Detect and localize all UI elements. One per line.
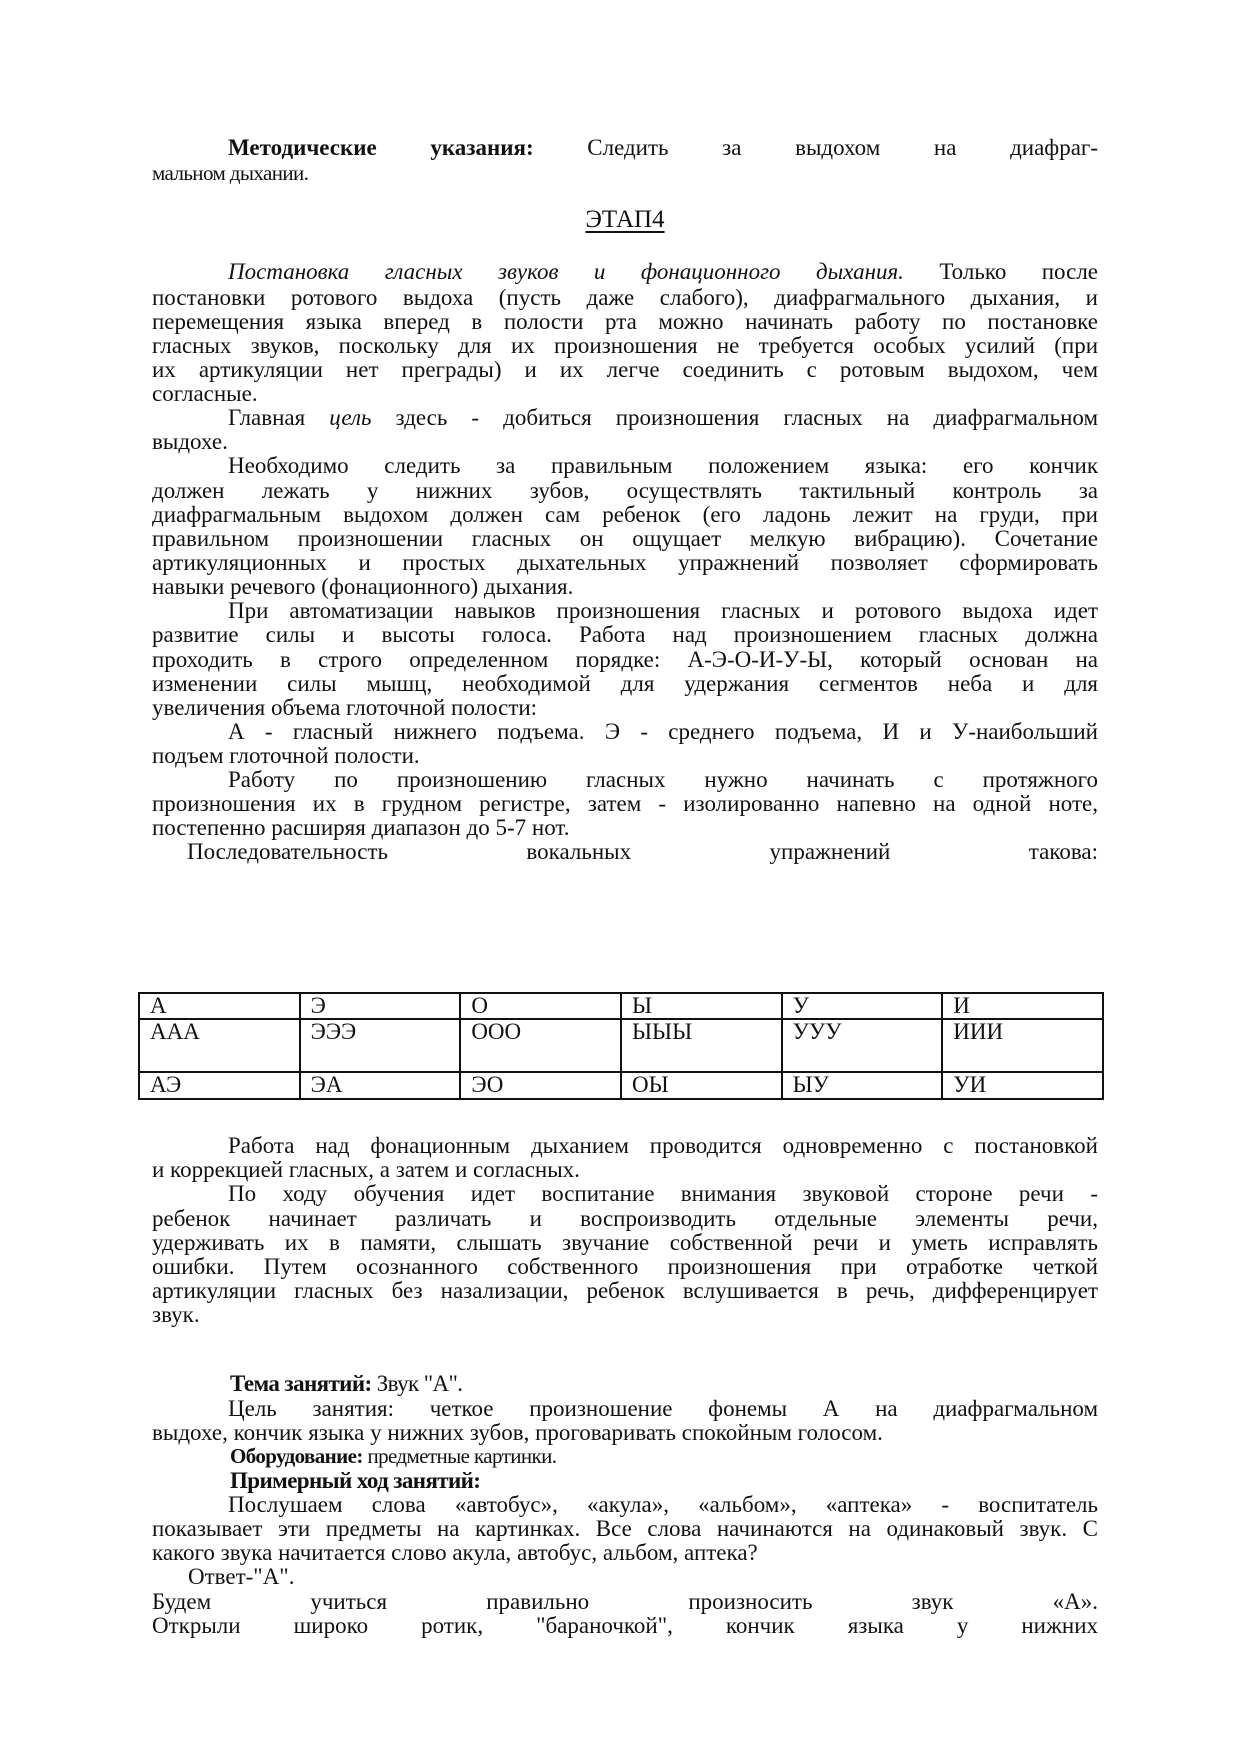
table-cell: А bbox=[139, 993, 300, 1019]
table-row bbox=[139, 993, 1103, 1019]
tongue-line: артикуляционных и простых дыхательных упражнений позволяет сформировать bbox=[152, 550, 1098, 575]
section1-line: перемещения языка вперед в полости рта можно начинать работу по постановке bbox=[152, 309, 1098, 334]
table-cell: Э bbox=[300, 993, 461, 1019]
table-cell: Ы bbox=[621, 993, 782, 1019]
automation-line: проходить в строго определенном порядке: А-Э-О-И-У-Ы, который основан на bbox=[152, 647, 1098, 672]
lesson-equipment-value: предметные картинки. bbox=[367, 1444, 557, 1468]
lesson-course-label-text: Примерный ход занятий: bbox=[230, 1468, 481, 1493]
tongue-line: навыки речевого (фонационного) дыхания. bbox=[152, 574, 574, 599]
tongue-line: правильном произношении гласных он ощущает мелкую вибрацию). Сочетание bbox=[152, 526, 1098, 551]
work-line: постепенно расширяя диапазон до 5-7 нот. bbox=[152, 815, 570, 840]
lesson-course-label bbox=[152, 1467, 1098, 1494]
vowel-rise-line: подъем глоточной полости. bbox=[152, 743, 420, 768]
lesson-topic-label: Тема занятий: bbox=[230, 1371, 372, 1396]
table-cell: ОЫ bbox=[621, 1072, 782, 1099]
method-note-line2: мальном дыхании. bbox=[152, 161, 309, 185]
method-note-label: Методические указания: bbox=[228, 135, 534, 160]
method-note-line1 bbox=[152, 134, 1098, 161]
goal-line1 bbox=[152, 404, 1098, 431]
training-line: звук. bbox=[152, 1302, 200, 1327]
lesson-topic-value: Звук "А". bbox=[376, 1371, 463, 1396]
table-cell: УИ bbox=[942, 1072, 1103, 1099]
table-cell: УУУ bbox=[782, 1019, 943, 1072]
section1-line: согласные. bbox=[152, 381, 258, 406]
table-cell: ИИИ bbox=[942, 1019, 1103, 1072]
vowel-rise-line: А - гласный нижнего подъема. Э - среднего подъема, И и У-наибольший bbox=[228, 719, 1098, 744]
work-line: произношения их в грудном регистре, затем - изолированно напевно на одной ноте, bbox=[152, 791, 1098, 816]
section1-line1 bbox=[152, 258, 1098, 285]
method-note-text: Следить за выдохом на диафраг- bbox=[587, 135, 1098, 160]
lesson-course-line: какого звука начитается слово акула, автобус, альбом, аптека? bbox=[152, 1540, 758, 1565]
goal-post: здесь - добиться произношения гласных на диафрагмальном bbox=[395, 405, 1099, 430]
tongue-line: диафрагмальным выдохом должен сам ребенок (его ладонь лежит на груди, при bbox=[152, 502, 1098, 527]
table-cell: ЭЭЭ bbox=[300, 1019, 461, 1072]
sequence-intro: Последовательность вокальных упражнений такова: bbox=[187, 839, 1098, 864]
phonation-line: Работа над фонационным дыханием проводится одновременно с постановкой bbox=[228, 1133, 1098, 1158]
training-line: артикуляции гласных без назализации, ребенок вслушивается в речь, дифференцирует bbox=[152, 1278, 1098, 1303]
stage-heading-text: ЭТАП4 bbox=[585, 206, 665, 233]
lesson-final-line: Открыли широко ротик, "бараночкой", кончик языка у нижних bbox=[152, 1613, 1098, 1638]
lesson-goal-line: выдохе, кончик языка у нижних зубов, проговаривать спокойным голосом. bbox=[152, 1420, 883, 1445]
vowel-exercise-table bbox=[138, 992, 1104, 1100]
table-cell: И bbox=[942, 993, 1103, 1019]
automation-line: увеличения объема глоточной полости: bbox=[152, 695, 538, 720]
phonation-line: и коррекцией гласных, а затем и согласных. bbox=[152, 1157, 580, 1182]
section1-line: их артикуляции нет преграды) и их легче соединить с ротовым выдохом, чем bbox=[152, 357, 1098, 382]
lesson-final-line: Будем учиться правильно произносить звук «А». bbox=[152, 1589, 1098, 1614]
tongue-line: должен лежать у нижних зубов, осуществлять тактильный контроль за bbox=[152, 478, 1098, 503]
lesson-course-line: показывает эти предметы на картинках. Все слова начинаются на одинаковый звук. С bbox=[152, 1516, 1098, 1541]
section1-line1-rest: Только после bbox=[939, 259, 1099, 284]
table-cell: ЫЫЫ bbox=[621, 1019, 782, 1072]
table-cell: У bbox=[782, 993, 943, 1019]
section1-title: Постановка гласных звуков и фонационного дыхания. bbox=[228, 259, 904, 284]
lesson-equipment bbox=[152, 1443, 1098, 1470]
lesson-equipment-label: Оборудование: bbox=[230, 1444, 363, 1468]
training-line: ребенок начинает различать и воспроизводить отдельные элементы речи, bbox=[152, 1206, 1098, 1231]
training-line: ошибки. Путем осознанного собственного произношения при отработке четкой bbox=[152, 1254, 1098, 1279]
goal-line2: выдохе. bbox=[152, 429, 228, 454]
table-cell: ААА bbox=[139, 1019, 300, 1072]
training-line: удерживать их в памяти, слышать звучание собственной речи и уметь исправлять bbox=[152, 1230, 1098, 1255]
table-cell: ЭО bbox=[460, 1072, 621, 1099]
work-line: Работу по произношению гласных нужно начинать с протяжного bbox=[228, 767, 1098, 792]
goal-italic: цель bbox=[329, 405, 372, 430]
automation-line: При автоматизации навыков произношения гласных и ротового выдоха идет bbox=[228, 598, 1098, 623]
section1-line: постановки ротового выдоха (пусть даже слабого), диафрагмального дыхания, и bbox=[152, 285, 1098, 310]
lesson-goal-line: Цель занятия: четкое произношение фонемы А на диафрагмальном bbox=[228, 1396, 1098, 1421]
tongue-line: Необходимо следить за правильным положением языка: его кончик bbox=[228, 453, 1098, 478]
automation-line: изменении силы мышц, необходимой для удержания сегментов неба и для bbox=[152, 671, 1098, 696]
table-cell: О bbox=[460, 993, 621, 1019]
lesson-topic bbox=[152, 1370, 1098, 1397]
section1-line: гласных звуков, поскольку для их произношения не требуется особых усилий (при bbox=[152, 333, 1098, 358]
table-row bbox=[139, 1072, 1103, 1099]
table-row bbox=[139, 1019, 1103, 1072]
lesson-course-line: Послушаем слова «автобус», «акула», «альбом», «аптека» - воспитатель bbox=[228, 1492, 1098, 1517]
table-cell: ЭА bbox=[300, 1072, 461, 1099]
automation-line: развитие силы и высоты голоса. Работа над произношением гласных должна bbox=[152, 622, 1098, 647]
training-line: По ходу обучения идет воспитание внимания звуковой стороне речи - bbox=[228, 1181, 1098, 1206]
stage-heading bbox=[152, 205, 1098, 235]
table-cell: ЫУ bbox=[782, 1072, 943, 1099]
table-cell: АЭ bbox=[139, 1072, 300, 1099]
lesson-answer: Ответ-"А". bbox=[188, 1564, 295, 1589]
goal-pre: Главная bbox=[228, 405, 306, 430]
table-cell: ООО bbox=[460, 1019, 621, 1072]
